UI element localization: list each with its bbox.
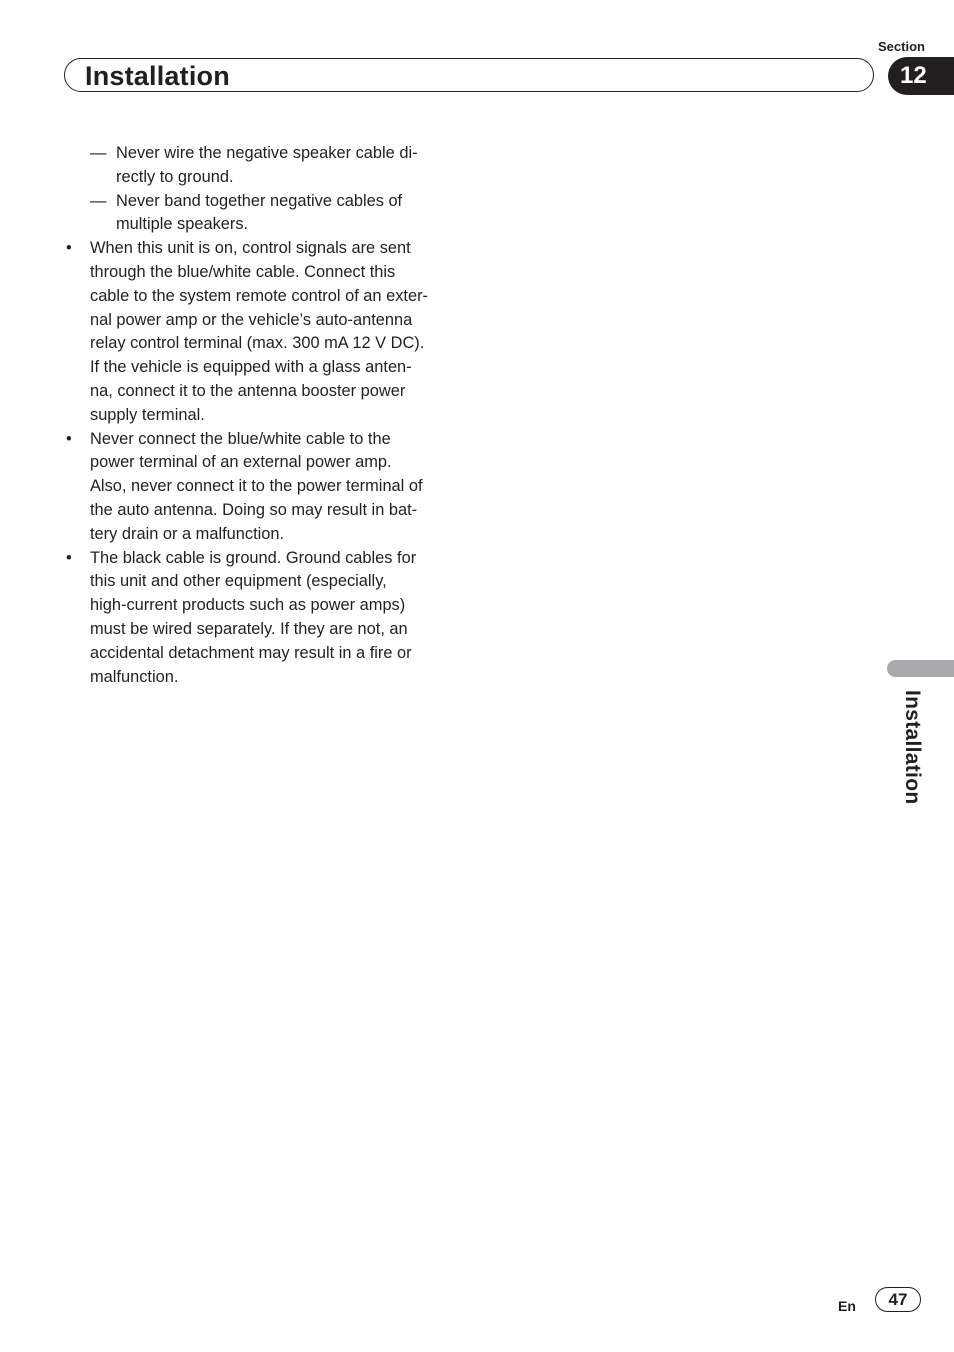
side-tab-label: Installation	[901, 690, 924, 805]
text-line: nal power amp or the vehicle’s auto-antenna	[90, 310, 413, 329]
text-line: supply terminal.	[90, 405, 205, 424]
dash-list-item	[64, 142, 456, 190]
text-line: When this unit is on, control signals are sent	[90, 239, 411, 258]
text-line: rectly to ground.	[116, 167, 234, 186]
side-tab-marker	[887, 660, 954, 677]
bullet-marker: •	[66, 548, 72, 567]
section-label: Section	[878, 39, 925, 54]
bullet-list-item	[64, 547, 456, 690]
text-line: multiple speakers.	[116, 215, 249, 234]
header-bar	[64, 58, 874, 92]
bullet-marker: •	[66, 429, 72, 448]
text-line: must be wired separately. If they are not, an	[90, 619, 408, 638]
text-line: accidental detachment may result in a fire or	[90, 643, 412, 662]
bullet-list-item	[64, 428, 456, 547]
text-line: through the blue/white cable. Connect this	[90, 262, 396, 281]
footer-language: En	[838, 1298, 856, 1314]
text-line: this unit and other equipment (especially,	[90, 572, 387, 591]
text-line: the auto antenna. Doing so may result in bat-	[90, 500, 418, 519]
text-line: If the vehicle is equipped with a glass anten-	[90, 358, 412, 377]
text-line: malfunction.	[90, 667, 179, 686]
dash-list-item	[64, 190, 456, 238]
bullet-marker: •	[66, 239, 72, 258]
text-line: cable to the system remote control of an exter-	[90, 286, 428, 305]
text-line: power terminal of an external power amp.	[90, 453, 392, 472]
bullet-list-item	[64, 237, 456, 427]
dash-marker: —	[90, 144, 107, 162]
text-line: na, connect it to the antenna booster power	[90, 381, 406, 400]
page-number: 47	[875, 1287, 921, 1312]
text-line: Never connect the blue/white cable to the	[90, 429, 391, 448]
text-line: Also, never connect it to the power terminal of	[90, 477, 423, 496]
section-number-badge: 12	[888, 57, 954, 95]
body-text	[64, 142, 456, 689]
text-line: The black cable is ground. Ground cables for	[90, 548, 417, 567]
text-line: relay control terminal (max. 300 mA 12 V DC).	[90, 334, 425, 353]
text-line: Never wire the negative speaker cable di-	[116, 144, 418, 162]
text-line: high-current products such as power amps)	[90, 596, 406, 615]
dash-marker: —	[90, 191, 107, 210]
page-title: Installation	[85, 61, 230, 91]
text-line: tery drain or a malfunction.	[90, 524, 285, 543]
text-line: Never band together negative cables of	[116, 191, 403, 210]
